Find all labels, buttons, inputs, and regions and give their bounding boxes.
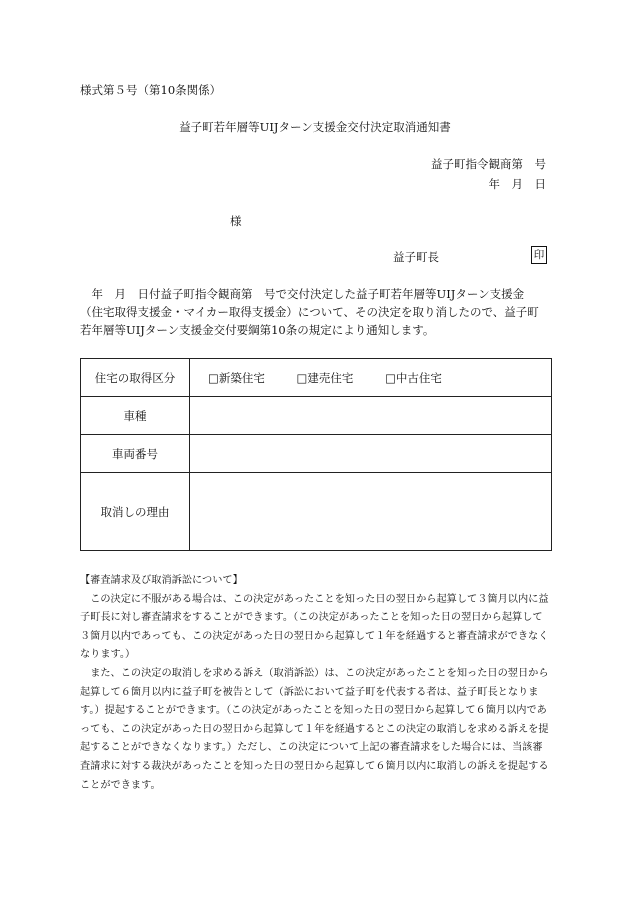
table-row bbox=[81, 435, 552, 473]
vehicle-type-field[interactable] bbox=[190, 397, 552, 435]
date-line: 年 月 日 bbox=[488, 177, 546, 191]
cancellation-reason-label: 取消しの理由 bbox=[81, 473, 190, 551]
notification-body bbox=[80, 285, 554, 340]
document-title: 益子町若年層等UIJターン支援金交付決定取消通知書 bbox=[179, 120, 451, 134]
checkbox-built-for-sale-house[interactable]: □建売住宅 bbox=[296, 370, 354, 385]
reference-number: 益子町指令観商第 号 bbox=[431, 157, 546, 171]
body-line-3: 若年層等UIJターン支援金交付要綱第10条の規定により通知します。 bbox=[80, 323, 435, 338]
housing-category-options bbox=[190, 359, 552, 397]
checkbox-used-house[interactable]: □中古住宅 bbox=[385, 370, 442, 385]
seal-stamp: 印 bbox=[531, 246, 547, 264]
housing-category-label: 住宅の取得区分 bbox=[81, 359, 190, 397]
vehicle-number-label: 車両番号 bbox=[81, 435, 190, 473]
vehicle-number-field[interactable] bbox=[190, 435, 552, 473]
table-row bbox=[81, 359, 552, 397]
body-line-2: （住宅取得支援金・マイカー取得支援金）について、その決定を取り消したので、益子町 bbox=[80, 305, 539, 320]
notice-heading: 【審査請求及び取消訴訟について】 bbox=[80, 575, 243, 586]
notice-paragraph-1: この決定に不服がある場合は、この決定があったことを知った日の翌日から起算して３箇月以内に益子町長に対し審査請求をすることができます。（この決定があったことを知った日の翌日から起算して３箇月以内であっても、この決定があった日の翌日から起算して１年を経過すると審査請求ができなくなります。） bbox=[80, 593, 549, 661]
form-number: 様式第５号（第10条関係） bbox=[80, 83, 222, 97]
mayor-label: 益子町長 bbox=[393, 250, 439, 264]
notice-paragraph-2: また、この決定の取消しを求める訴え（取消訴訟）は、この決定があったことを知った日の翌日から起算して６箇月以内に益子町を被告として（訴訟において益子町を代表する者は、益子町長となります。）提起することができます。（この決定があったことを知った日の翌日から起算して６箇月以内であっても、この決定があった日の翌日から起算して１年を経過するとこの決定の取消しを求める訴えを提起することができなくなります。）ただし、この決定について上記の審査請求をした場合には、当該審査請求に対する裁決があったことを知った日の翌日から起算して６箇月以内に取消しの訴えを提起することができます。 bbox=[80, 667, 549, 791]
cancellation-reason-field[interactable] bbox=[190, 473, 552, 551]
table-row bbox=[81, 397, 552, 435]
info-table bbox=[80, 358, 552, 551]
body-line-1: 年 月 日付益子町指令観商第 号で交付決定した益子町若年層等UIJターン支援金 bbox=[91, 287, 525, 301]
appeal-notice bbox=[80, 572, 552, 795]
table-row bbox=[81, 473, 552, 551]
checkbox-new-house[interactable]: □新築住宅 bbox=[208, 370, 265, 385]
vehicle-type-label: 車種 bbox=[81, 397, 190, 435]
addressee-label: 様 bbox=[230, 214, 242, 228]
